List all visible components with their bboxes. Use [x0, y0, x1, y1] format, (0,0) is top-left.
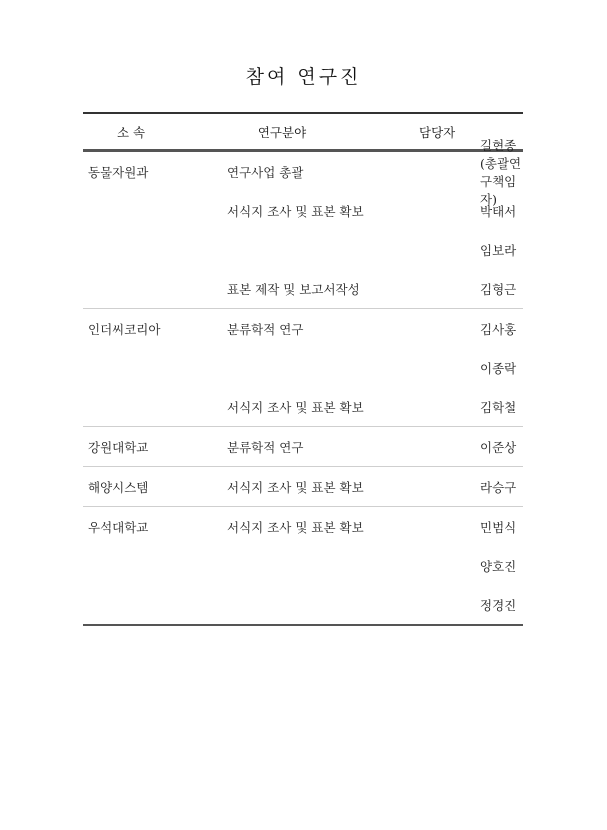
person-cell: 김학철	[480, 399, 517, 415]
person-cell: 민범식	[480, 519, 517, 535]
person-cell: 박태서	[480, 203, 517, 219]
person-cell: 이준상	[480, 439, 517, 455]
person-cell: 길현종(총괄연구책임자)	[480, 137, 522, 207]
field-cell: 서식지 조사 및 표본 확보	[227, 203, 364, 219]
header-affiliation: 소 속	[117, 124, 146, 140]
table-row	[83, 585, 523, 624]
field-cell: 분류학적 연구	[227, 439, 304, 455]
field-cell: 연구사업 총괄	[227, 164, 304, 180]
affiliation-cell: 해양시스템	[88, 479, 149, 495]
field-cell: 분류학적 연구	[227, 321, 304, 337]
table-row	[83, 427, 523, 466]
table-group	[83, 467, 523, 507]
person-cell: 이종락	[480, 360, 517, 376]
page-title: 참여 연구진	[245, 66, 362, 88]
table-row	[83, 269, 523, 308]
field-cell: 서식지 조사 및 표본 확보	[227, 399, 364, 415]
table-group	[83, 137, 523, 309]
field-cell: 서식지 조사 및 표본 확보	[227, 479, 364, 495]
researchers-table	[83, 112, 523, 626]
table-row	[83, 230, 523, 269]
table-row	[83, 507, 523, 546]
table-row	[83, 137, 523, 207]
affiliation-cell: 강원대학교	[88, 439, 149, 455]
affiliation-cell: 동물자원과	[88, 164, 149, 180]
table-group	[83, 507, 523, 626]
affiliation-cell: 인더씨코리아	[88, 321, 161, 337]
person-cell: 정경진	[480, 597, 517, 613]
table-header	[83, 114, 523, 149]
person-cell: 김형근	[480, 281, 517, 297]
table-row	[83, 348, 523, 387]
table-row	[83, 309, 523, 348]
field-cell: 서식지 조사 및 표본 확보	[227, 519, 364, 535]
field-cell: 표본 제작 및 보고서작성	[227, 281, 360, 297]
person-cell: 임보라	[480, 242, 517, 258]
table-row	[83, 191, 523, 230]
person-cell: 김사홍	[480, 321, 517, 337]
table-group	[83, 427, 523, 467]
affiliation-cell: 우석대학교	[88, 519, 149, 535]
header-research-field: 연구분야	[257, 124, 307, 140]
table-row	[83, 546, 523, 585]
table-row	[83, 387, 523, 426]
header-person-in-charge: 담당자	[419, 124, 456, 140]
person-cell: 라승구	[480, 479, 517, 495]
table-group	[83, 309, 523, 427]
table-row	[83, 467, 523, 506]
person-cell: 양호진	[480, 558, 517, 574]
